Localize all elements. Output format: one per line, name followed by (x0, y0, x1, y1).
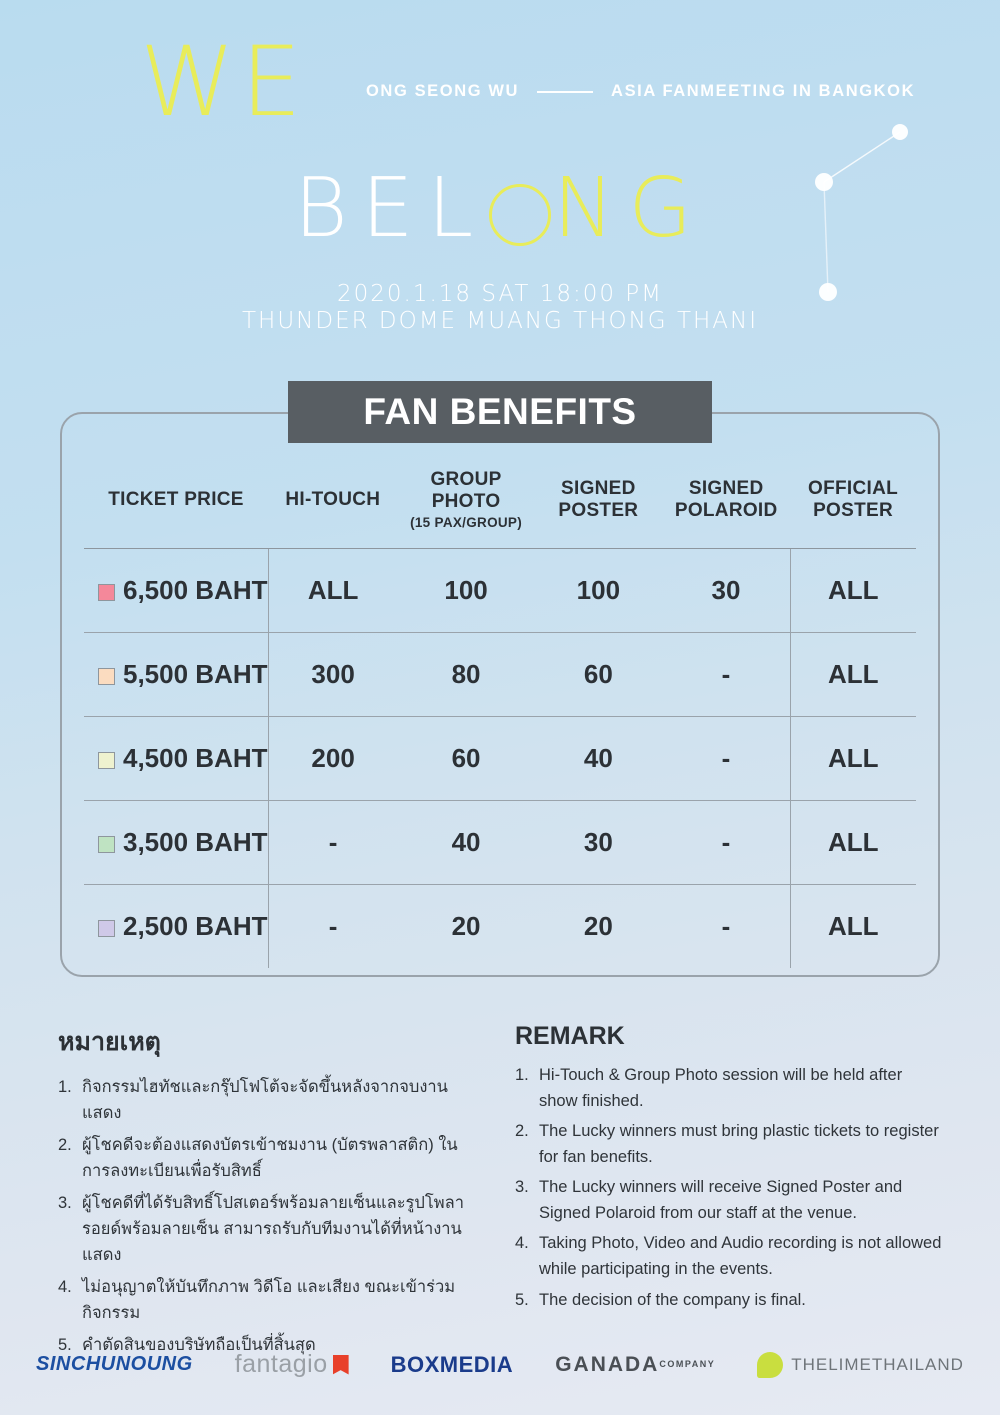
list-item (515, 1288, 942, 1314)
table-row (84, 548, 916, 632)
sponsor-ganada-label: GANADA (555, 1352, 660, 1376)
remarks-thai-heading: หมายเหตุ (58, 1028, 161, 1056)
cell-official-poster: ALL (790, 632, 916, 716)
cell-official-poster: ALL (790, 716, 916, 800)
belong-be: BE (293, 161, 428, 256)
lime-icon (757, 1352, 783, 1378)
circle-o-icon (489, 184, 551, 246)
list-text: ผู้โชคดีที่ได้รับสิทธิ์โปสเตอร์พร้อมลายเซ็นและรูปโพลารอยด์พร้อมลายเซ็น สามารถรับกับทีมงานได้ที่หน้างานแสดง (82, 1193, 465, 1265)
sponsor-sinchunoung: SINCHUNOUNG (36, 1353, 193, 1375)
cell-signed-polaroid: - (662, 716, 790, 800)
cell-signed-poster: 20 (583, 910, 613, 941)
row-price-label: 3,500 BAHT (123, 826, 268, 857)
benefits-table (84, 452, 916, 968)
row-price-label: 4,500 BAHT (123, 742, 268, 773)
cell-signed-poster: 30 (534, 800, 662, 884)
row-price-label: 5,500 BAHT (123, 658, 268, 689)
cell-group-photo: 20 (451, 910, 481, 941)
poster-header (0, 0, 1000, 360)
cell-group-photo: 60 (398, 716, 535, 800)
cell-signed-poster: 40 (534, 716, 662, 800)
remarks-english-list (515, 1063, 942, 1313)
list-number: 3. (58, 1193, 72, 1212)
cell-hi-touch: 300 (268, 632, 398, 716)
column-hi-touch: HI-TOUCH (268, 452, 398, 548)
table-row (84, 716, 916, 800)
remarks-english (515, 1022, 942, 1363)
row-price (84, 884, 268, 968)
tier-color-swatch (98, 668, 115, 685)
sponsor-fantagio (235, 1350, 349, 1379)
table-header-row (84, 452, 916, 548)
list-text: Hi-Touch & Group Photo session will be held after show finished. (539, 1066, 903, 1110)
list-item (515, 1063, 942, 1114)
sponsor-ganada (555, 1353, 715, 1376)
column-signed-polaroid: SIGNED POLAROID (662, 452, 790, 548)
row-price (84, 716, 268, 800)
column-signed-poster: SIGNED POSTER (534, 452, 662, 548)
remarks-english-heading: REMARK (515, 1022, 625, 1050)
list-number: 3. (515, 1178, 529, 1197)
belong-l: L (427, 161, 488, 256)
list-text: Taking Photo, Video and Audio recording is not allowed while participating in the events. (539, 1234, 942, 1278)
constellation-decoration (782, 110, 922, 310)
cell-signed-poster: 100 (534, 548, 662, 632)
event-headline (366, 82, 915, 101)
sponsor-logos (0, 1350, 1000, 1379)
cell-group-photo: 80 (398, 632, 535, 716)
list-number: 1. (58, 1078, 72, 1096)
list-text: The Lucky winners must bring plastic tickets to register for fan benefits. (539, 1122, 939, 1166)
list-item (515, 1231, 942, 1282)
list-number: 1. (515, 1066, 529, 1084)
artist-name: ONG SEONG WU (366, 82, 520, 100)
cell-official-poster: ALL (790, 884, 916, 968)
list-text: The decision of the company is final. (539, 1290, 806, 1309)
tier-color-swatch (98, 752, 115, 769)
cell-hi-touch: 200 (268, 716, 398, 800)
cell-signed-polaroid: - (662, 800, 790, 884)
sponsor-ganada-sub: COMPANY (659, 1358, 716, 1369)
list-text: กิจกรรมไฮทัชและกรุ๊ปโฟโต้จะจัดขึ้นหลังจากจบงานแสดง (82, 1078, 448, 1123)
headline-divider (537, 91, 593, 93)
sponsor-fantagio-label: fantagio (234, 1350, 328, 1378)
cell-group-photo: 40 (398, 800, 535, 884)
row-price (84, 800, 268, 884)
list-item (58, 1132, 485, 1185)
cell-signed-polaroid: - (662, 632, 790, 716)
list-number: 2. (515, 1122, 529, 1141)
list-number: 4. (515, 1234, 529, 1253)
remarks-thai (58, 1022, 485, 1363)
table-row (84, 632, 916, 716)
tier-color-swatch (98, 584, 115, 601)
sponsor-lime-label: THELIMETHAILAND (791, 1354, 964, 1374)
list-item (58, 1074, 485, 1127)
sponsor-thelimethailand (757, 1352, 964, 1378)
ribbon-icon (333, 1355, 349, 1375)
tier-color-swatch (98, 836, 115, 853)
list-number: 5. (515, 1290, 529, 1309)
column-group-photo-sub: (15 PAX/GROUP) (410, 515, 523, 531)
cell-signed-polaroid: - (721, 910, 731, 941)
list-text: The Lucky winners will receive Signed Poster and Signed Polaroid from our staff at the venue. (539, 1178, 903, 1222)
cell-hi-touch: ALL (268, 548, 398, 632)
cell-official-poster: ALL (790, 548, 916, 632)
row-price-label: 6,500 BAHT (123, 574, 268, 605)
list-number: 4. (58, 1277, 72, 1296)
list-item (515, 1175, 942, 1226)
list-text: ไม่อนุญาตให้บันทึกภาพ วิดีโอ และเสียง ขณะเข้าร่วมกิจกรรม (82, 1277, 456, 1323)
sponsor-boxmedia: BOXMEDIA (390, 1351, 514, 1377)
table-row (84, 884, 916, 968)
cell-official-poster: ALL (790, 800, 916, 884)
tier-color-swatch (98, 920, 115, 937)
row-price (84, 548, 268, 632)
column-official-poster: OFFICIAL POSTER (790, 452, 916, 548)
row-price (84, 632, 268, 716)
column-ticket-price: TICKET PRICE (84, 452, 268, 548)
cell-hi-touch: - (268, 800, 398, 884)
list-number: 5. (58, 1335, 72, 1354)
cell-hi-touch: - (328, 910, 338, 941)
list-number: 2. (58, 1135, 72, 1154)
remarks-thai-list (58, 1074, 485, 1358)
event-name: ASIA FANMEETING IN BANGKOK (611, 82, 916, 100)
we-wordmark: WE (140, 26, 308, 138)
event-date: 2020.1.18 SAT 18:00 PM (336, 281, 663, 307)
event-venue: THUNDER DOME MUANG THONG THANI (241, 308, 759, 334)
belong-ng: NG (553, 161, 707, 256)
remarks-section (0, 1022, 1000, 1363)
list-item (515, 1119, 942, 1170)
column-group-photo (398, 452, 535, 548)
list-text: คำตัดสินของบริษัทถือเป็นที่สิ้นสุด (82, 1335, 316, 1354)
cell-group-photo: 100 (398, 548, 535, 632)
list-text: ผู้โชคดีจะต้องแสดงบัตรเข้าชมงาน (บัตรพลาสติก) ในการลงทะเบียนเพื่อรับสิทธิ์ (82, 1135, 458, 1181)
table-row (84, 800, 916, 884)
cell-signed-poster: 60 (534, 632, 662, 716)
list-item (58, 1274, 485, 1327)
list-item (58, 1190, 485, 1269)
cell-signed-polaroid: 30 (662, 548, 790, 632)
row-price-label: 2,500 BAHT (123, 910, 268, 941)
fan-benefits-title: FAN BENEFITS (288, 381, 712, 443)
column-group-photo-label: GROUP PHOTO (430, 469, 502, 513)
